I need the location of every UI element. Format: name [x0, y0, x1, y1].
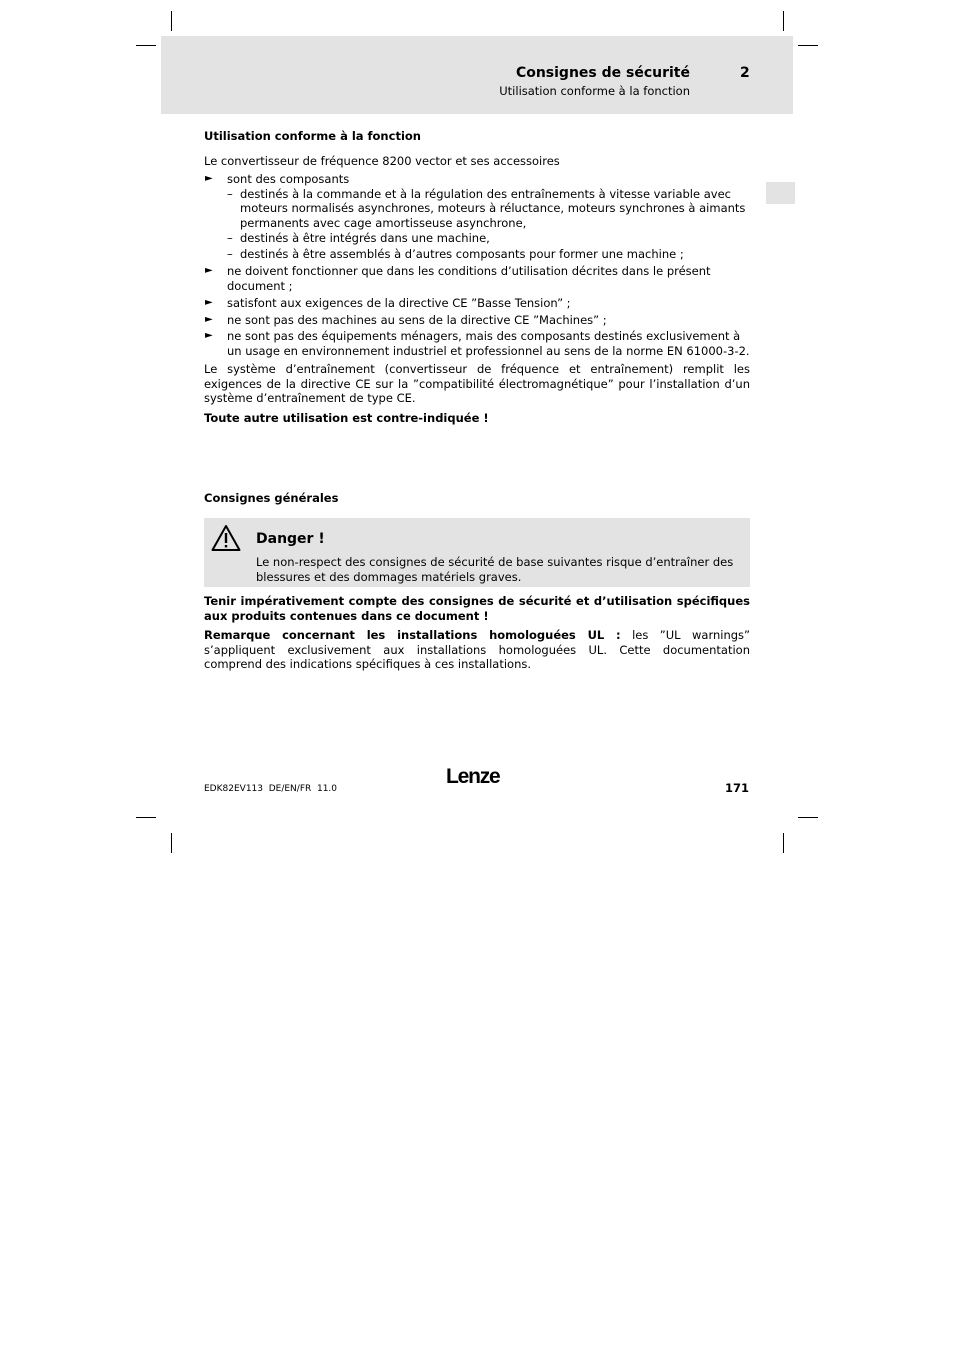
section-heading: Consignes générales	[204, 491, 339, 505]
sub-list-item: – destinés à être assemblés à d’autres composants pour former une machine ;	[227, 246, 684, 261]
dash-marker: –	[227, 246, 233, 261]
misuse-warning: Toute autre utilisation est contre-indiquée !	[204, 410, 489, 425]
danger-title: Danger !	[256, 531, 325, 547]
section-intended-use	[204, 129, 750, 425]
document-id: EDK82EV113 DE/EN/FR 11.0	[204, 784, 338, 794]
page-number: 171	[724, 781, 749, 795]
section-general-body	[204, 594, 750, 672]
list-item: ► sont des composants	[205, 172, 350, 186]
sub-list-item: – destinés à la commande et à la régulation des entraînements à vitesse variable avec moteurs normalisés asynchrones, moteurs à réluctance, moteurs synchrones à aimants permanents avec cage amortisseuse asynchrone,	[227, 186, 746, 230]
list-item: ► ne doivent fonctionner que dans les conditions d’utilisation décrites dans le présent document ;	[205, 264, 711, 293]
section-heading: Utilisation conforme à la fonction	[204, 129, 421, 143]
crop-mark	[783, 833, 784, 853]
triangle-bullet-icon: ►	[205, 297, 213, 308]
intro-text: Le convertisseur de fréquence 8200 vector et ses accessoires	[204, 153, 560, 168]
crop-mark	[798, 817, 818, 818]
triangle-bullet-icon: ►	[205, 265, 213, 276]
ul-note-text: les ”UL warnings” s’appliquent exclusivement aux installations homologuées UL. Cette documentation comprend des indications spécifiques à ces installations.	[204, 628, 750, 671]
page-subtitle: Utilisation conforme à la fonction	[499, 84, 690, 98]
emc-paragraph: Le système d’entraînement (convertisseur de fréquence et entraînement) remplit les exigences de la directive CE sur la ”compatibilité électromagnétique” pour l’installation d’un système d’entraînement de type CE.	[204, 362, 750, 405]
list-item: ► satisfont aux exigences de la directive CE ”Basse Tension” ;	[205, 296, 571, 310]
chapter-number: 2	[740, 65, 750, 81]
crop-mark	[171, 11, 172, 31]
crop-mark	[136, 817, 156, 818]
danger-notice	[204, 518, 750, 587]
crop-mark	[171, 833, 172, 853]
section-general-heading-block	[204, 491, 750, 506]
list-item: ► ne sont pas des équipements ménagers, mais des composants destinés exclusivement à un usage en environnement industriel et professionnel au sens de la norme EN 61000-3-2.	[205, 329, 750, 358]
ul-note-label: Remarque concernant les installations homologuées UL :	[204, 628, 621, 642]
triangle-bullet-icon: ►	[205, 330, 213, 341]
crop-mark	[798, 45, 818, 46]
dash-marker: –	[227, 231, 233, 245]
danger-text: Le non-respect des consignes de sécurité de base suivantes risque d’entraîner des blessures et des dommages matériels graves.	[256, 555, 734, 584]
emphasis-text: Tenir impérativement compte des consignes de sécurité et d’utilisation spécifiques aux produits contenues dans ce document !	[204, 594, 750, 623]
chapter-tab-marker	[766, 182, 795, 204]
crop-mark	[136, 45, 156, 46]
crop-mark	[783, 11, 784, 31]
dash-marker: –	[227, 186, 233, 201]
page-title: Consignes de sécurité	[515, 65, 690, 81]
ul-note	[204, 628, 750, 672]
triangle-bullet-icon: ►	[205, 173, 213, 184]
header-band	[161, 36, 793, 114]
triangle-bullet-icon: ►	[205, 313, 213, 325]
list-item: ► ne sont pas des machines au sens de la directive CE ”Machines” ;	[205, 312, 607, 327]
brand-logo: Lenze	[446, 765, 500, 788]
warning-triangle-icon	[211, 524, 241, 552]
sub-list-item: – destinés à être intégrés dans une machine,	[227, 231, 490, 245]
